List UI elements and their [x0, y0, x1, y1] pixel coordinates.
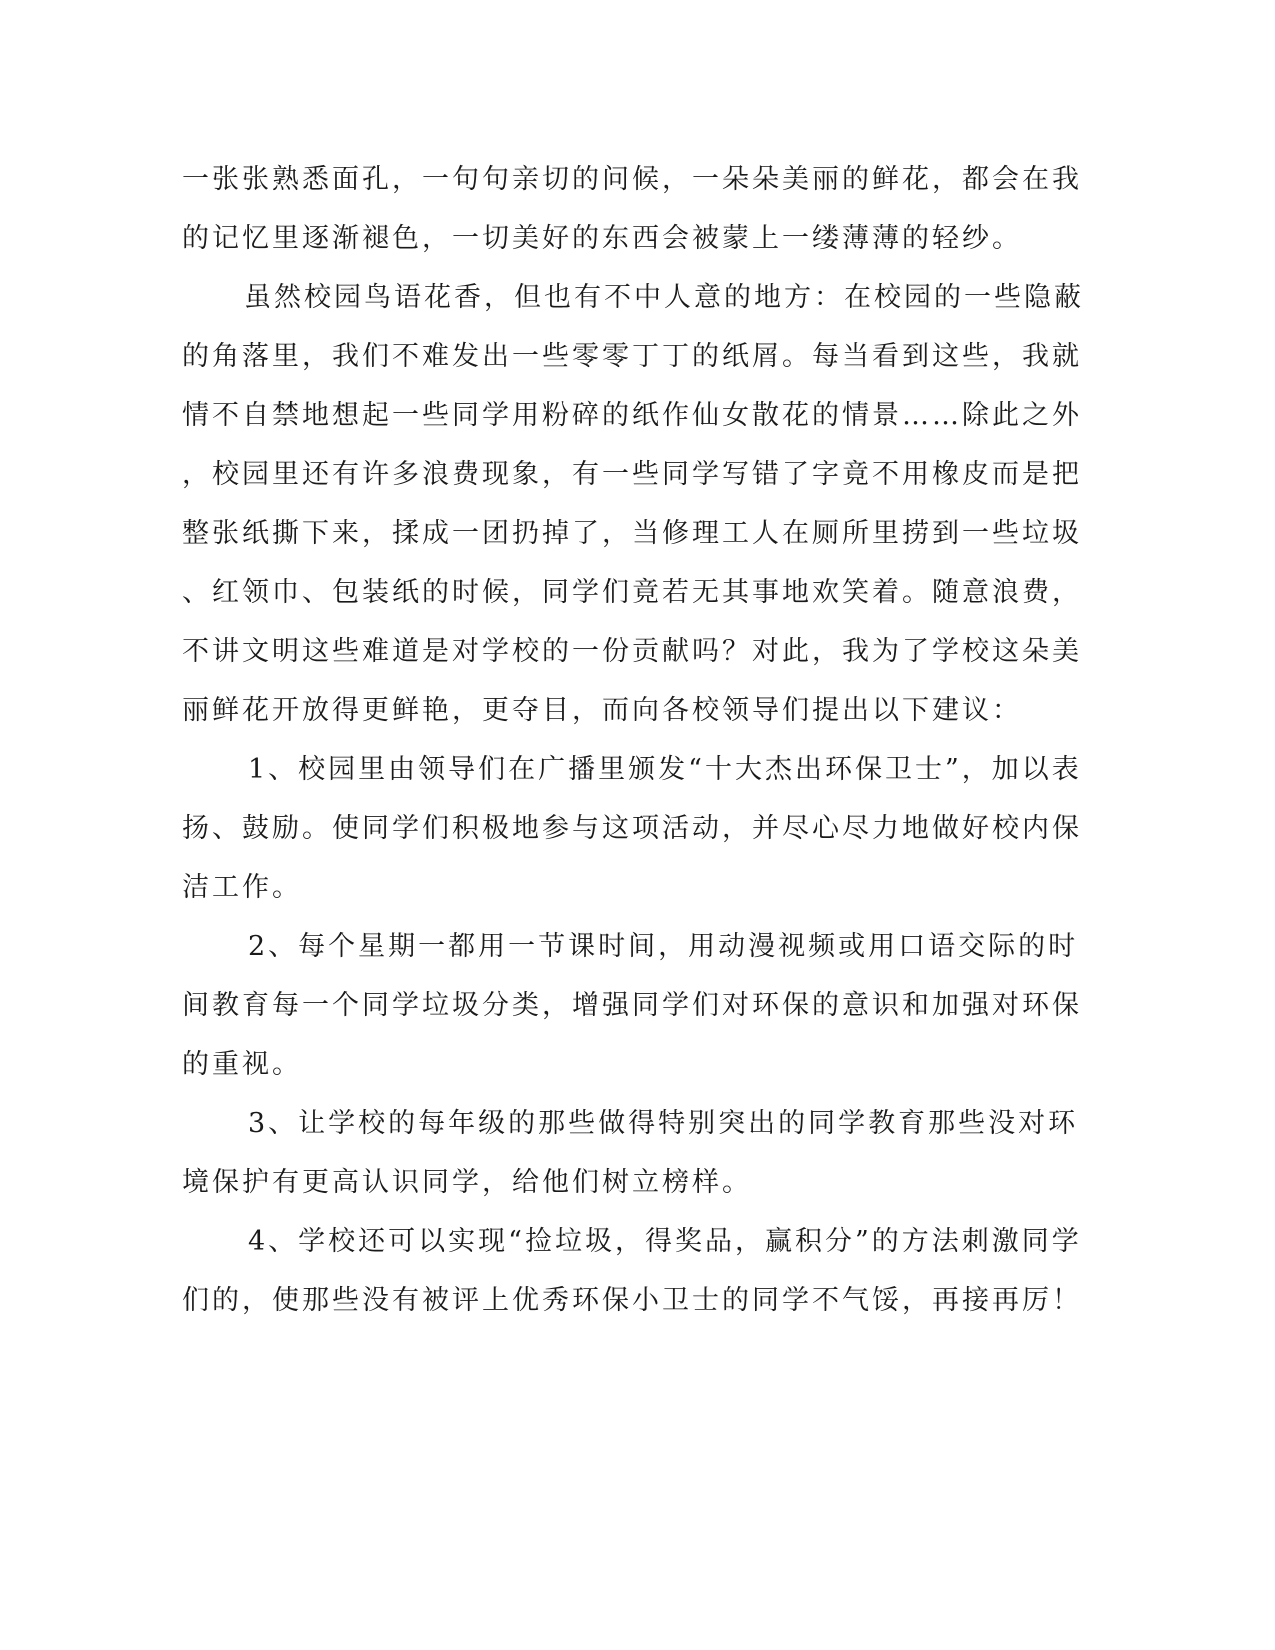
text-line: 扬、鼓励。使同学们积极地参与这项活动，并尽心尽力地做好校内保	[182, 813, 1082, 844]
text-line: 们的，使那些没有被评上优秀环保小卫士的同学不气馁，再接再厉！	[182, 1285, 1082, 1316]
text-line: 的重视。	[182, 1049, 302, 1080]
paragraph-start-line: 虽然校园鸟语花香，但也有不中人意的地方：在校园的一些隐蔽	[244, 282, 1084, 313]
text-line: 、红领巾、包装纸的时候，同学们竟若无其事地欢笑着。随意浪费，	[182, 577, 1082, 608]
text-line: 境保护有更高认识同学，给他们树立榜样。	[182, 1167, 752, 1198]
list-item-2-start: 2、每个星期一都用一节课时间，用动漫视频或用口语交际的时	[248, 931, 1079, 962]
text-line: 的角落里，我们不难发出一些零零丁丁的纸屑。每当看到这些，我就	[182, 341, 1082, 372]
list-item-1-start: 1、校园里由领导们在广播里颁发“十大杰出环保卫士”，加以表	[248, 754, 1082, 785]
text-line: 丽鲜花开放得更鲜艳，更夺目，而向各校领导们提出以下建议：	[182, 695, 1022, 726]
text-line: 的记忆里逐渐褪色，一切美好的东西会被蒙上一缕薄薄的轻纱。	[182, 223, 1022, 254]
list-item-3-start: 3、让学校的每年级的那些做得特别突出的同学教育那些没对环	[248, 1108, 1079, 1139]
text-line: 一张张熟悉面孔，一句句亲切的问候，一朵朵美丽的鲜花，都会在我	[182, 164, 1082, 195]
list-item-4-start: 4、学校还可以实现“捡垃圾，得奖品，赢积分”的方法刺激同学	[248, 1226, 1082, 1257]
text-line: 洁工作。	[182, 872, 302, 903]
text-line: 不讲文明这些难道是对学校的一份贡献吗？对此，我为了学校这朵美	[182, 636, 1082, 667]
text-line: 整张纸撕下来，揉成一团扔掉了，当修理工人在厕所里捞到一些垃圾	[182, 518, 1082, 549]
text-line: 间教育每一个同学垃圾分类，增强同学们对环保的意识和加强对环保	[182, 990, 1082, 1021]
text-line: ，校园里还有许多浪费现象，有一些同学写错了字竟不用橡皮而是把	[182, 459, 1082, 490]
text-line: 情不自禁地想起一些同学用粉碎的纸作仙女散花的情景……除此之外	[182, 400, 1082, 431]
